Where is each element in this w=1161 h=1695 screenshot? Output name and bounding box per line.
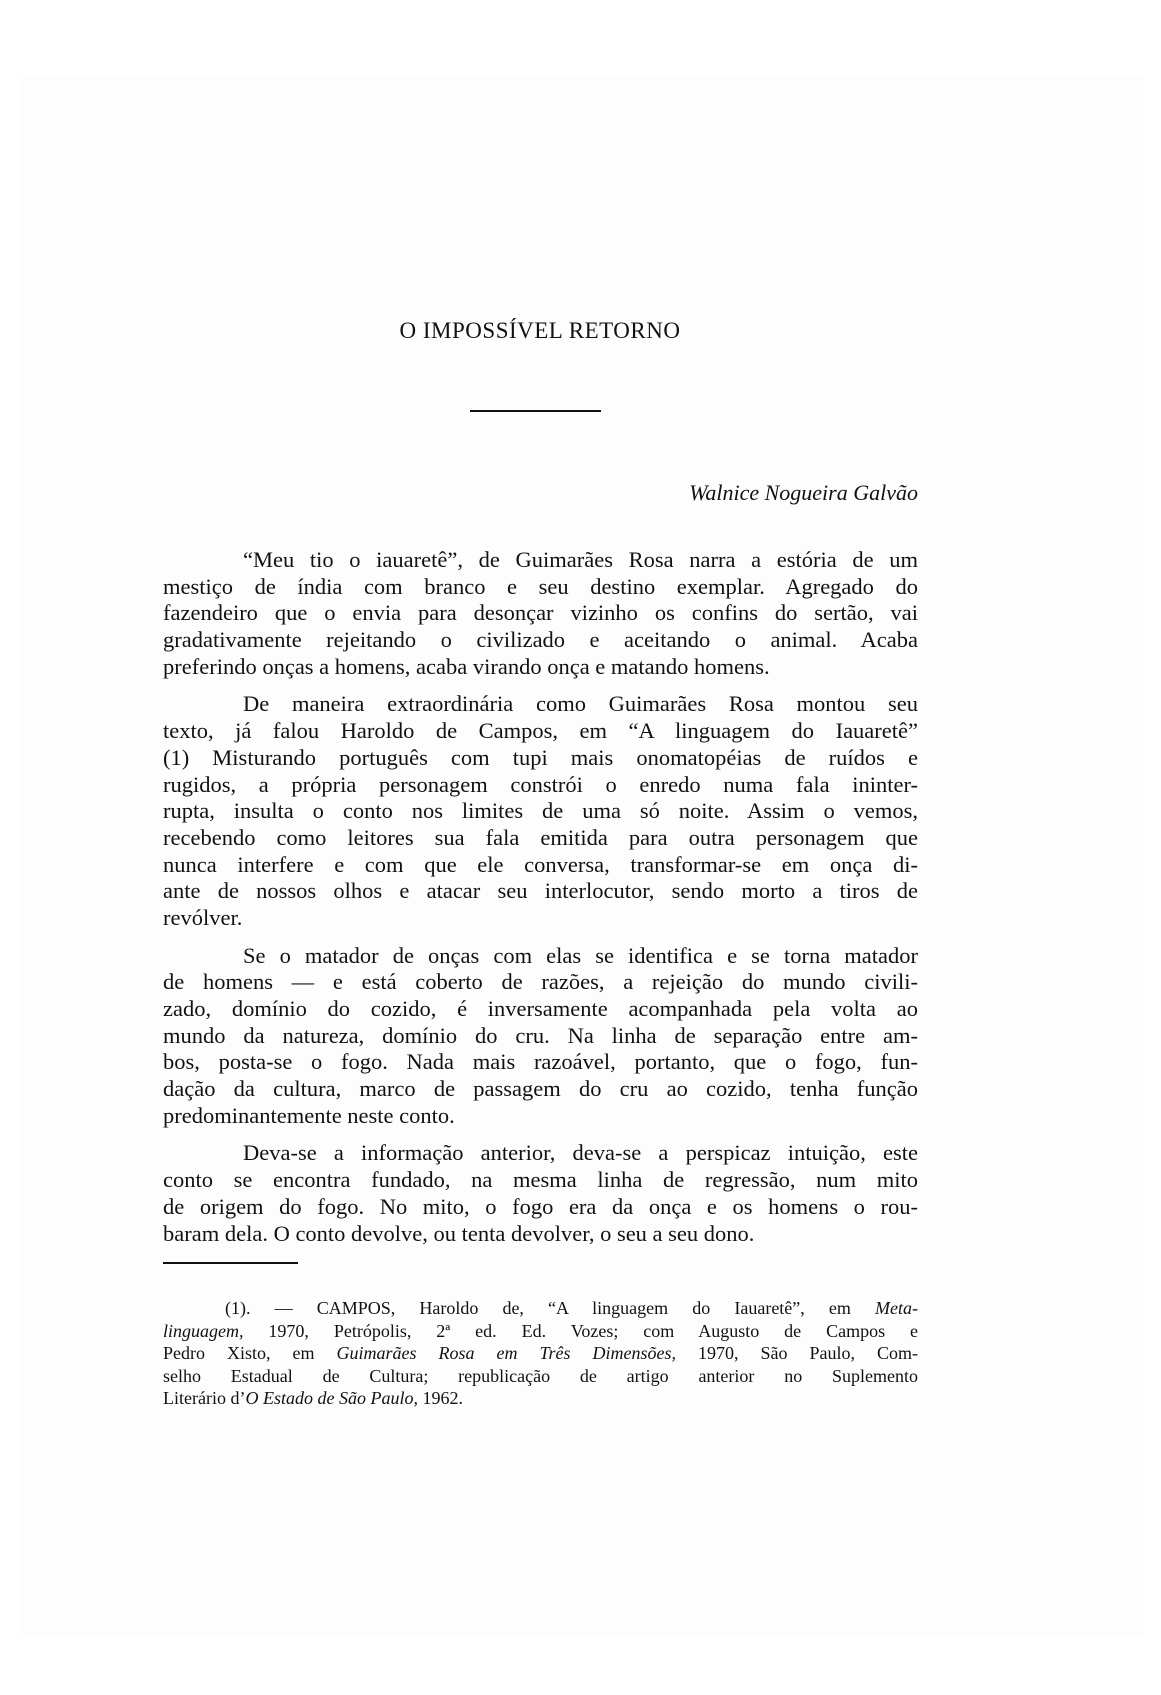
- text-line: rugidos, a própria personagem constrói o enredo numa fala ininter-: [163, 771, 918, 797]
- italic-text: linguagem,: [163, 1320, 244, 1341]
- text-line: fazendeiro que o envia para desonçar vizinho os confins do sertão, vai: [163, 600, 918, 626]
- text-line: bos, posta-se o fogo. Nada mais razoável, portanto, que o fogo, fun-: [163, 1049, 918, 1075]
- text: 1962.: [417, 1388, 463, 1408]
- paragraph: [163, 547, 918, 680]
- text-line: texto, já falou Haroldo de Campos, em “A linguagem do Iauaretê”: [163, 718, 918, 744]
- text-line: baram dela. O conto devolve, ou tenta devolver, o seu a seu dono.: [163, 1220, 755, 1246]
- footnote-line: [163, 1297, 918, 1320]
- footnote-line: [163, 1387, 918, 1410]
- footnote-line: [163, 1342, 918, 1365]
- text-line: de homens — e está coberto de razões, a rejeição do mundo civili-: [163, 969, 918, 995]
- italic-text: Meta-: [875, 1298, 918, 1318]
- article-body: [163, 547, 918, 1258]
- text-line: nunca interfere e com que ele conversa, transformar-se em onça di-: [163, 851, 918, 877]
- text-line: revólver.: [163, 904, 243, 930]
- text-line: De maneira extraordinária como Guimarães Rosa montou seu: [243, 691, 918, 717]
- text-line: gradativamente rejeitando o civilizado e aceitando o animal. Acaba: [163, 627, 918, 653]
- author-name: Walnice Nogueira Galvão: [689, 480, 918, 505]
- text-line: Deva-se a informação anterior, deva-se a perspicaz intuição, este: [243, 1140, 918, 1166]
- text-line: mestiço de índia com branco e seu destino exemplar. Agregado do: [163, 573, 918, 599]
- text-line: de origem do fogo. No mito, o fogo era da onça e os homens o rou-: [163, 1193, 918, 1219]
- article-title: O IMPOSSÍVEL RETORNO: [399, 318, 681, 343]
- footnote-line: [163, 1320, 918, 1343]
- text-line: zado, domínio do cozido, é inversamente acompanhada pela volta ao: [163, 996, 918, 1021]
- text-line: predominantemente neste conto.: [163, 1102, 455, 1128]
- paragraph: [163, 691, 918, 931]
- title-divider: [470, 410, 601, 412]
- text: 1970, São Paulo, Com-: [676, 1343, 918, 1363]
- paragraph: [163, 1140, 918, 1247]
- italic-text: Guimarães Rosa em Três Dimensões,: [336, 1343, 676, 1363]
- text: selho Estadual de Cultura; republicação de artigo anterior no Suplemento: [163, 1365, 918, 1386]
- footnote-divider: [163, 1262, 298, 1264]
- text-line: Se o matador de onças com elas se identifica e se torna matador: [243, 942, 918, 968]
- text-line: mundo da natureza, domínio do cru. Na linha de separação entre am-: [163, 1022, 918, 1048]
- text: (1). — CAMPOS, Haroldo de, “A linguagem do Iauaretê”, em: [225, 1298, 876, 1318]
- footnote: [163, 1297, 918, 1410]
- text-line: ante de nossos olhos e atacar seu interlocutor, sendo morto a tiros de: [163, 878, 918, 904]
- text: 1970, Petrópolis, 2ª ed. Ed. Vozes; com Augusto de Campos e: [243, 1320, 918, 1341]
- text-line: rupta, insulta o conto nos limites de uma só noite. Assim o vemos,: [163, 798, 918, 824]
- text-line: preferindo onças a homens, acaba virando onça e matando homens.: [163, 653, 770, 679]
- footnote-line: [163, 1365, 918, 1388]
- italic-text: O Estado de São Paulo,: [245, 1388, 418, 1408]
- text: Literário d’: [163, 1388, 246, 1408]
- text: Pedro Xisto, em: [163, 1343, 337, 1363]
- text-line: conto se encontra fundado, na mesma linha de regressão, num mito: [163, 1167, 918, 1193]
- text-line: (1) Misturando português com tupi mais onomatopéias de ruídos e: [163, 744, 918, 770]
- text-line: recebendo como leitores sua fala emitida para outra personagem que: [163, 824, 918, 850]
- text-line: dação da cultura, marco de passagem do cru ao cozido, tenha função: [163, 1076, 918, 1102]
- text-line: “Meu tio o iauaretê”, de Guimarães Rosa narra a estória de um: [243, 547, 918, 572]
- paragraph: [163, 943, 918, 1130]
